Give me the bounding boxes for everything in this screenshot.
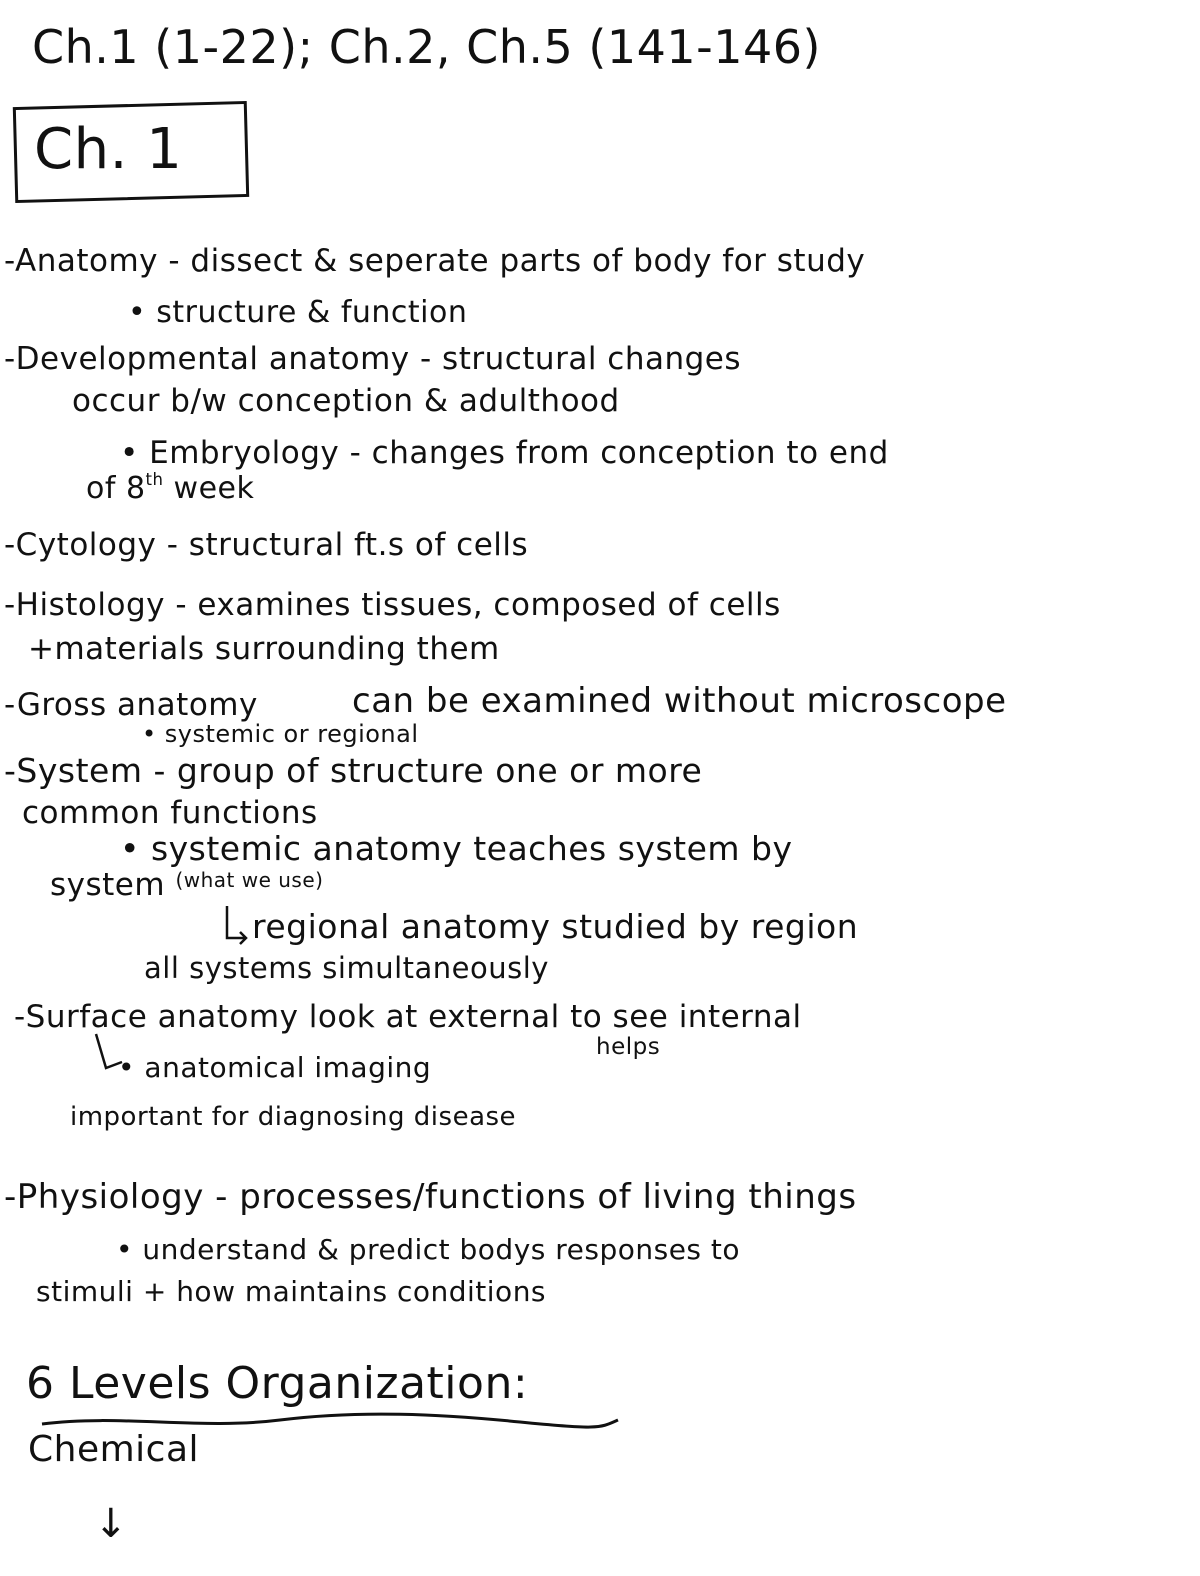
note-systemic-2 (50, 867, 324, 903)
note-anatomy: -Anatomy - dissect & seperate parts of body for study (4, 243, 866, 279)
note-surface-3: important for diagnosing disease (70, 1102, 517, 1132)
embryology-of-text: of 8 (86, 471, 146, 506)
note-embryology-2 (86, 470, 255, 506)
note-physiology-3: stimuli + how maintains conditions (36, 1275, 547, 1308)
down-arrow-icon: ↓ (94, 1501, 129, 1547)
note-systemic-1: • systemic anatomy teaches system by (120, 829, 793, 868)
levels-heading: 6 Levels Organization: (26, 1358, 529, 1409)
note-system-1: -System - group of structure one or more (4, 751, 703, 790)
note-physiology-2: • understand & predict bodys responses to (116, 1233, 741, 1266)
systemic-word: system (50, 867, 166, 903)
chapter-label: Ch. 1 (34, 117, 183, 182)
note-physiology-1: -Physiology - processes/functions of living things (4, 1177, 857, 1217)
note-gross-sub: • systemic or regional (142, 720, 419, 748)
note-cytology: -Cytology - structural ft.s of cells (4, 527, 529, 563)
note-surface-helps: helps (596, 1034, 661, 1060)
note-gross-pre: -Gross anatomy (4, 687, 258, 723)
note-developmental-1: -Developmental anatomy - structural changes (4, 341, 742, 377)
note-gross-post: can be examined without microscope (352, 681, 1007, 721)
note-histology-2: +materials surrounding them (28, 631, 500, 667)
note-developmental-2: occur b/w conception & adulthood (72, 383, 620, 419)
note-embryology-1: • Embryology - changes from conception to end (120, 435, 889, 471)
note-surface-1: -Surface anatomy look at external to see internal (14, 999, 802, 1035)
note-regional-1: regional anatomy studied by region (252, 907, 859, 946)
note-system-2: common functions (22, 795, 318, 831)
note-histology-1: -Histology - examines tissues, composed of cells (4, 587, 781, 623)
level-chemical: Chemical (28, 1429, 200, 1470)
embryology-th-text: th (145, 470, 164, 489)
hook-arrow-icon (224, 904, 250, 946)
page-title: Ch.1 (1-22); Ch.2, Ch.5 (141-146) (32, 20, 821, 74)
note-anatomy-sub: • structure & function (128, 295, 468, 330)
note-surface-2: • anatomical imaging (118, 1051, 432, 1084)
embryology-week-text: week (173, 471, 255, 506)
note-regional-2: all systems simultaneously (144, 951, 549, 985)
systemic-aside: (what we use) (175, 868, 324, 892)
